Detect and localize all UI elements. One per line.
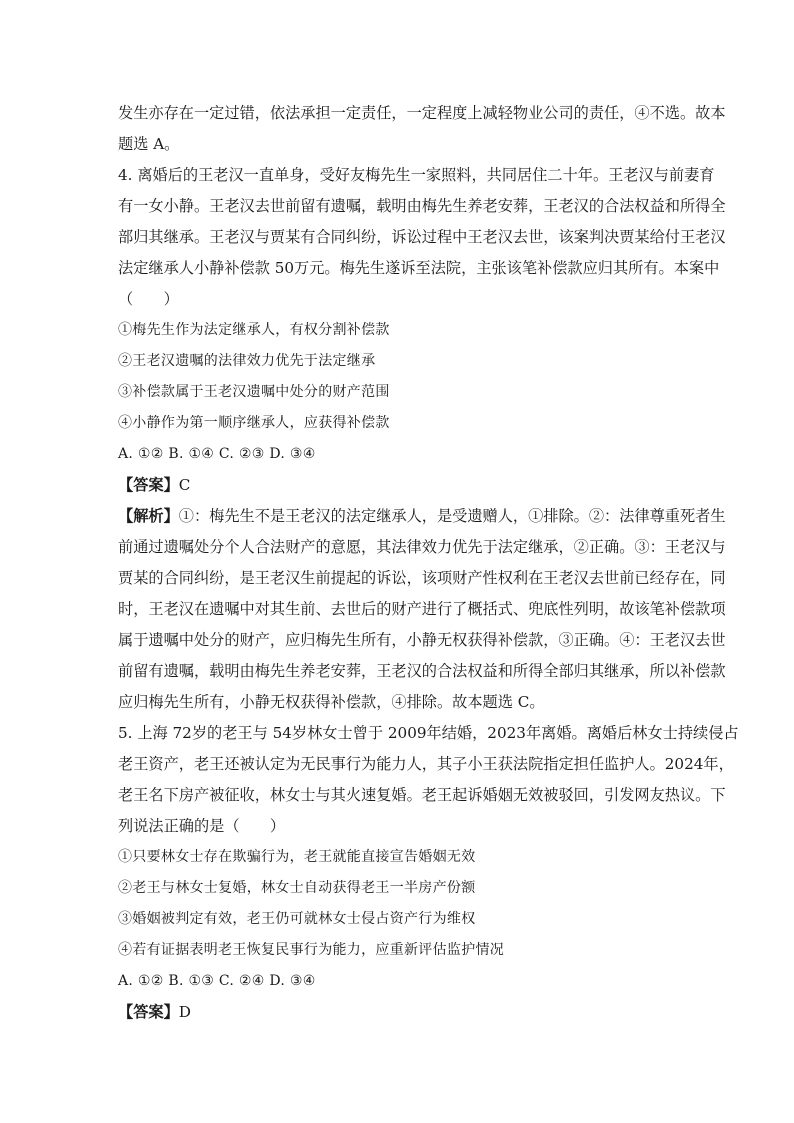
q4-analysis-line-2: 前通过遗嘱处分个人合法财产的意愿，其法律效力优先于法定继承，②正确。③：王老汉与 bbox=[118, 538, 726, 556]
q4-analysis-line-5: 属于遗嘱中处分的财产，应归梅先生所有，小静无权获得补偿款，③正确。④：王老汉去世 bbox=[118, 631, 726, 649]
q4-analysis-line-4: 时，王老汉在遗嘱中对其生前、去世后的财产进行了概括式、兜底性列明，故该笔补偿款项 bbox=[118, 600, 726, 618]
q4-answer-label: 【答案】 bbox=[118, 476, 179, 494]
q4-answer-value: C bbox=[178, 476, 191, 494]
q5-stem-line-3: 老王名下房产被征收，林女士与其火速复婚。老王起诉婚姻无效被驳回，引发网友热议。下 bbox=[118, 786, 726, 804]
q4-answer bbox=[118, 470, 680, 501]
q5-stem-line-1: 5. 上海 72岁的老王与 54岁林女士曾于 2009年结婚，2023年离婚。离婚后林女士持续侵占 bbox=[118, 724, 739, 742]
q5-option-3: ③婚姻被判定有效，老王仍可就林女士侵占资产行为维权 bbox=[118, 911, 476, 927]
q4-analysis-label: 【解析】 bbox=[118, 507, 179, 525]
intro-line-1: 发生亦存在一定过错，依法承担一定责任，一定程度上减轻物业公司的责任，④不选。故本 bbox=[118, 104, 726, 122]
q4-stem-line-2: 有一女小静。王老汉去世前留有遗嘱，载明由梅先生养老安葬，王老汉的合法权益和所得全 bbox=[118, 197, 726, 215]
q5-answer bbox=[118, 997, 680, 1028]
q4-option-4: ④小静作为第一顺序继承人，应获得补偿款 bbox=[118, 415, 390, 431]
q5-option-1: ①只要林女士存在欺骗行为，老王就能直接宣告婚姻无效 bbox=[118, 849, 476, 865]
q4-analysis-text-1: ①：梅先生不是王老汉的法定继承人，是受遗赠人，①排除。②：法律尊重死者生 bbox=[178, 507, 726, 525]
q5-stem-line-2: 老王资产，老王还被认定为无民事行为能力人，其子小王获法院指定担任监护人。2024年， bbox=[118, 755, 734, 773]
q4-analysis-line-7: 应归梅先生所有，小静无权获得补偿款，④排除。故本题选 C。 bbox=[118, 693, 545, 711]
q5-stem-line-4: 列说法正确的是（ ） bbox=[118, 817, 286, 835]
q4-analysis-line-1 bbox=[118, 501, 726, 532]
q5-option-2: ②老王与林女士复婚，林女士自动获得老王一半房产份额 bbox=[118, 880, 476, 896]
q4-stem-line-5: （ ） bbox=[118, 290, 179, 308]
q5-choices: A. ①② B. ①③ C. ②④ D. ③④ bbox=[118, 973, 316, 989]
intro-line-2: 题选 A。 bbox=[118, 135, 180, 153]
q4-analysis-line-6: 前留有遗嘱，载明由梅先生养老安葬，王老汉的合法权益和所得全部归其继承，所以补偿款 bbox=[118, 662, 726, 680]
q4-choices: A. ①② B. ①④ C. ②③ D. ③④ bbox=[118, 446, 316, 462]
q5-answer-label: 【答案】 bbox=[118, 1003, 179, 1021]
q4-stem-line-4: 法定继承人小静补偿款 50万元。梅先生遂诉至法院，主张该笔补偿款应归其所有。本案中 bbox=[118, 259, 720, 277]
q4-option-1: ①梅先生作为法定继承人，有权分割补偿款 bbox=[118, 322, 390, 338]
q4-option-2: ②王老汉遗嘱的法律效力优先于法定继承 bbox=[118, 353, 376, 369]
q4-stem-line-3: 部归其继承。王老汉与贾某有合同纠纷，诉讼过程中王老汉去世，该案判决贾某给付王老汉 bbox=[118, 228, 726, 246]
q4-option-3: ③补偿款属于王老汉遗嘱中处分的财产范围 bbox=[118, 384, 390, 400]
q4-analysis-line-3: 贾某的合同纠纷，是王老汉生前提起的诉讼，该项财产性权利在王老汉去世前已经存在，同 bbox=[118, 569, 726, 587]
q4-stem-line-1: 4. 离婚后的王老汉一直单身，受好友梅先生一家照料，共同居住二十年。王老汉与前妻育 bbox=[118, 166, 715, 184]
document-page bbox=[118, 98, 739, 1028]
q5-answer-value: D bbox=[178, 1003, 191, 1021]
q5-option-4: ④若有证据表明老王恢复民事行为能力，应重新评估监护情况 bbox=[118, 942, 505, 958]
